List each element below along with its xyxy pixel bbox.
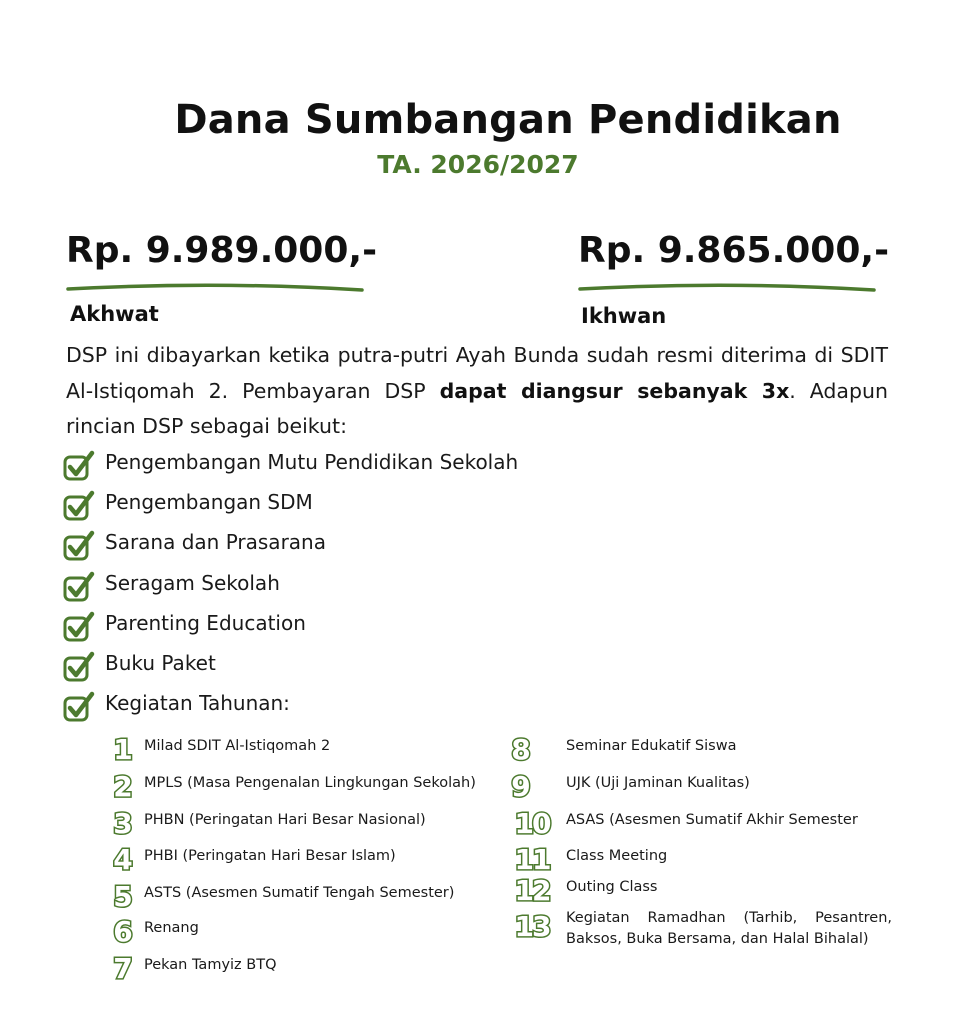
activity-item — [110, 950, 510, 984]
svg-text:13: 13 — [514, 910, 550, 942]
checklist-item — [62, 446, 762, 486]
activity-label: Pekan Tamyiz BTQ — [144, 957, 277, 973]
activity-item — [110, 913, 510, 947]
svg-text:2: 2 — [113, 770, 133, 802]
checklist-item-label: Pengembangan SDM — [105, 490, 313, 515]
svg-text:12: 12 — [514, 874, 550, 906]
checklist-item — [62, 647, 762, 687]
checkbox-checked-icon — [62, 450, 96, 482]
activity-label: Milad SDIT Al-Istiqomah 2 — [144, 738, 331, 754]
checklist-item-label: Seragam Sekolah — [105, 570, 280, 595]
intro-bold-text: dapat diangsur sebanyak 3x — [439, 378, 790, 403]
activity-item — [508, 731, 892, 765]
number-7-icon — [110, 950, 136, 984]
checkbox-checked-icon — [62, 571, 96, 603]
number-10-icon — [508, 805, 556, 839]
activity-item — [110, 878, 510, 912]
activity-item — [110, 841, 510, 875]
underline-akhwat-decoration — [66, 280, 366, 296]
number-13-icon — [508, 908, 556, 942]
activity-label: Seminar Edukatif Siswa — [566, 738, 737, 754]
activity-item — [508, 841, 892, 875]
checklist-item — [62, 486, 762, 526]
svg-text:9: 9 — [511, 770, 531, 802]
number-5-icon — [110, 878, 136, 912]
checkbox-checked-icon — [62, 651, 96, 683]
checklist-item — [62, 567, 762, 607]
svg-text:4: 4 — [113, 843, 133, 875]
activity-label: PHBI (Peringatan Hari Besar Islam) — [144, 848, 396, 864]
number-3-icon — [110, 805, 136, 839]
svg-text:10: 10 — [514, 807, 550, 839]
checklist-item-label: Pengembangan Mutu Pendidikan Sekolah — [105, 450, 519, 474]
label-ikhwan: Ikhwan — [581, 304, 667, 328]
activity-label: UJK (Uji Jaminan Kualitas) — [566, 775, 750, 791]
activity-label: PHBN (Peringatan Hari Besar Nasional) — [144, 812, 426, 828]
activity-label: ASAS (Asesmen Sumatif Akhir Semester — [566, 812, 858, 828]
svg-text:8: 8 — [511, 733, 531, 765]
price-akhwat: Rp. 9.989.000,- — [66, 230, 378, 271]
activity-label: Renang — [144, 920, 199, 936]
number-1-icon — [110, 731, 136, 765]
intro-text-1: DSP ini dibayarkan ketika putra-putri Ayah Bunda sudah resmi diterima di SDIT Al-Istiqomah 2. Pembayaran DSP — [66, 343, 888, 403]
checkbox-checked-icon — [62, 490, 96, 522]
checklist-item-label: Parenting Education — [105, 610, 306, 635]
page-title: Dana Sumbangan Pendidikan — [174, 97, 842, 143]
number-8-icon — [508, 731, 534, 765]
activity-item — [508, 872, 892, 906]
checklist-item — [62, 687, 762, 727]
academic-year: TA. 2026/2027 — [377, 150, 579, 179]
number-12-icon — [508, 872, 556, 906]
checklist-item-label: Sarana dan Prasarana — [105, 530, 326, 555]
label-akhwat: Akhwat — [70, 302, 159, 326]
checklist-item — [62, 526, 762, 566]
checkbox-checked-icon — [62, 691, 96, 723]
number-9-icon — [508, 768, 534, 802]
cost-breakdown-list — [62, 446, 762, 727]
activity-item — [110, 805, 510, 839]
price-ikhwan: Rp. 9.865.000,- — [578, 230, 890, 271]
number-11-icon — [508, 841, 556, 875]
activity-label: Kegiatan Ramadhan (Tarhib, Pesantren, Baksos, Buka Bersama, dan Halal Bihalal) — [566, 910, 892, 947]
svg-text:3: 3 — [113, 807, 133, 839]
activity-label: Class Meeting — [566, 848, 668, 864]
checklist-item-label: Buku Paket — [105, 650, 216, 675]
activity-item — [508, 908, 892, 947]
underline-ikhwan-decoration — [578, 280, 878, 296]
activity-label: ASTS (Asesmen Sumatif Tengah Semester) — [144, 885, 455, 901]
checklist-item — [62, 607, 762, 647]
checkbox-checked-icon — [62, 611, 96, 643]
svg-text:5: 5 — [113, 880, 133, 912]
number-6-icon — [110, 913, 136, 947]
checkbox-checked-icon — [62, 530, 96, 562]
intro-paragraph — [66, 338, 888, 445]
svg-text:11: 11 — [514, 843, 550, 875]
svg-text:7: 7 — [113, 952, 133, 984]
intro-text-2: . Adapun rincian DSP sebagai beikut: — [66, 378, 888, 438]
checklist-item-label: Kegiatan Tahunan: — [105, 691, 290, 716]
activity-item — [508, 805, 892, 839]
svg-text:1: 1 — [113, 733, 133, 765]
svg-text:6: 6 — [113, 915, 133, 947]
activity-label: Outing Class — [566, 879, 658, 895]
number-2-icon — [110, 768, 136, 802]
activity-item — [508, 768, 892, 802]
activity-label: MPLS (Masa Pengenalan Lingkungan Sekolah) — [144, 775, 476, 791]
number-4-icon — [110, 841, 136, 875]
activity-item — [110, 768, 510, 802]
activity-item — [110, 731, 510, 765]
